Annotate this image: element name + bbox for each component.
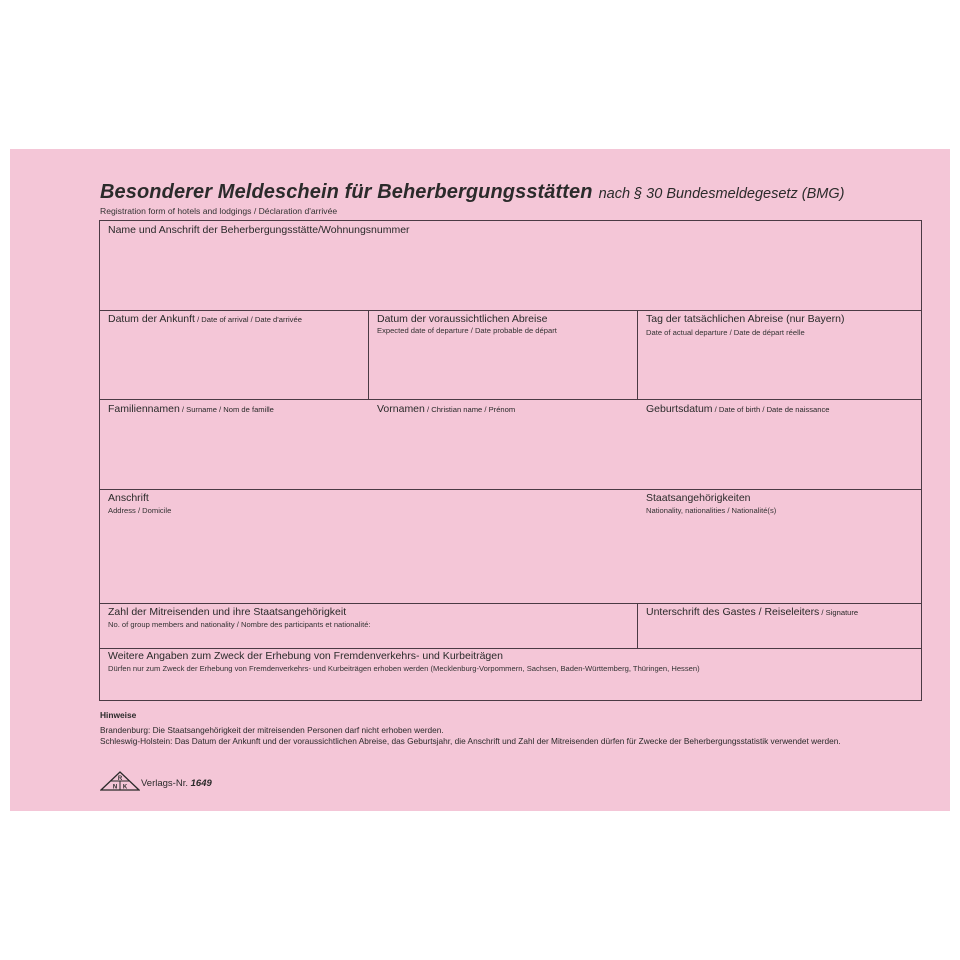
form-subtitle: Registration form of hotels and lodgings / Déclaration d'arrivée (100, 206, 338, 216)
publisher-number (141, 778, 212, 789)
surname-field[interactable] (108, 403, 274, 415)
expected-departure-sublabel: Expected date of departure / Date probable de départ (377, 326, 557, 335)
publisher-number-value: 1649 (190, 778, 212, 789)
firstname-label: Vornamen (377, 403, 425, 415)
row-divider (100, 489, 921, 490)
signature-sublabel: / Signature (819, 608, 859, 617)
further-info-sublabel: Dürfen nur zum Zweck der Erhebung von Fremdenverkehrs- und Kurbeiträgen erhoben werden (Mecklenburg-Vorpommern, Sachsen, Baden-Württemberg, Thüringen, Hessen) (108, 664, 700, 673)
svg-text:R: R (117, 776, 123, 782)
signature-field[interactable] (646, 606, 858, 618)
arrival-date-field[interactable] (108, 313, 302, 325)
form-title (100, 181, 844, 204)
signature-label: Unterschrift des Gastes / Reiseleiters (646, 606, 820, 618)
arrival-date-sublabel: / Date of arrival / Date d'arrivée (194, 315, 302, 324)
row-divider (100, 310, 921, 311)
companions-label: Zahl der Mitreisenden und ihre Staatsangehörigkeit (108, 606, 347, 618)
actual-departure-sublabel: Date of actual departure / Date de départ réelle (646, 328, 805, 337)
firstname-sublabel: / Christian name / Prénom (424, 405, 516, 414)
row-divider (100, 399, 921, 400)
birthdate-sublabel: / Date of birth / Date de naissance (712, 405, 830, 414)
firstname-field[interactable] (377, 403, 515, 415)
row-divider (100, 603, 921, 604)
address-label: Anschrift (108, 492, 149, 504)
companions-sublabel: No. of group members and nationality / Nombre des participants et nationalité: (108, 620, 371, 629)
row-divider (100, 648, 921, 649)
form-title-suffix: nach § 30 Bundesmeldegesetz (BMG) (598, 186, 845, 202)
publisher-logo-icon (100, 771, 140, 791)
note-brandenburg: Brandenburg: Die Staatsangehörigkeit der mitreisenden Personen darf nicht erhoben werden. (100, 725, 444, 735)
registration-form-sheet (10, 149, 950, 811)
form-grid (99, 220, 922, 701)
notes-heading: Hinweise (100, 710, 137, 720)
publisher-number-label: Verlags-Nr. (141, 778, 191, 789)
birthdate-field[interactable] (646, 403, 829, 415)
nationality-sublabel: Nationality, nationalities / Nationalité(s) (646, 506, 777, 515)
surname-sublabel: / Surname / Nom de famille (179, 405, 274, 414)
arrival-date-label: Datum der Ankunft (108, 313, 195, 325)
address-sublabel: Address / Domicile (108, 506, 172, 515)
actual-departure-label: Tag der tatsächlichen Abreise (nur Bayern) (646, 313, 845, 325)
column-divider (637, 603, 638, 648)
surname-label: Familiennamen (108, 403, 180, 415)
expected-departure-label: Datum der voraussichtlichen Abreise (377, 313, 548, 325)
svg-text:K: K (122, 784, 128, 791)
form-title-main: Besonderer Meldeschein für Beherbergungsstätten (100, 181, 593, 203)
birthdate-label: Geburtsdatum (646, 403, 713, 415)
column-divider (637, 310, 638, 399)
note-schleswig-holstein: Schleswig-Holstein: Das Datum der Ankunft und der voraussichtlichen Abreise, das Geburtsjahr, die Anschrift und Zahl der Mitreisenden dürfen für Zwecke der Beherbergungsstatistik verwendet werden. (100, 736, 841, 746)
further-info-label: Weitere Angaben zum Zweck der Erhebung von Fremdenverkehrs- und Kurbeiträgen (108, 650, 503, 662)
svg-text:N: N (112, 784, 118, 791)
column-divider (368, 310, 369, 399)
name-address-field-label: Name und Anschrift der Beherbergungsstätte/Wohnungsnummer (108, 224, 410, 236)
nationality-label: Staatsangehörigkeiten (646, 492, 751, 504)
